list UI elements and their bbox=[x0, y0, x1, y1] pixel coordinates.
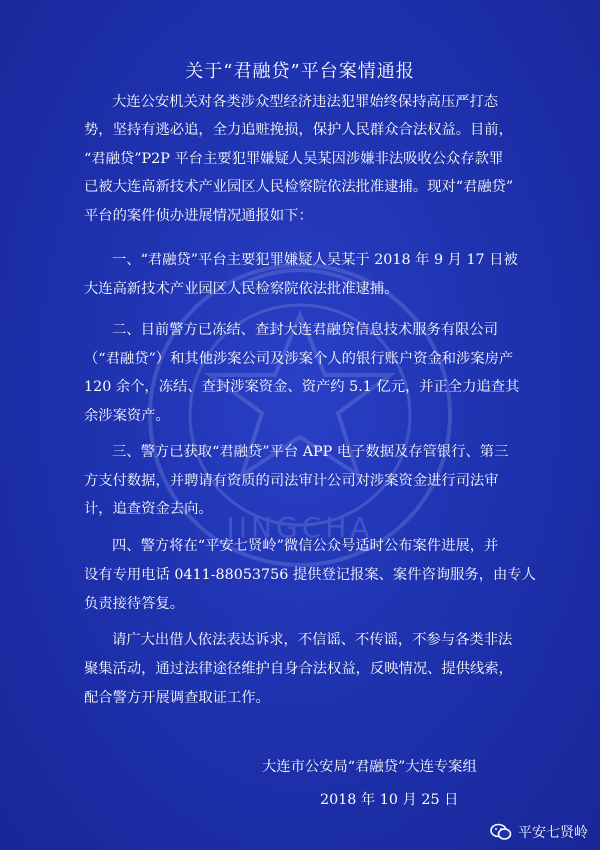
para1-line3: “君融贷”P2P 平台主要犯罪嫌疑人吴某因涉嫌非法吸收公众存款罪 bbox=[84, 151, 504, 167]
item4-line1: 四、警方将在“平安七贤岭”微信公众号适时公布案件进展，并 bbox=[112, 538, 499, 554]
watermark-label: 平安七贤岭 bbox=[518, 825, 588, 841]
item2-line1: 二、目前警方已冻结、查封大连君融贷信息技术服务有限公司 bbox=[112, 322, 499, 338]
item2-line4: 余涉案资产。 bbox=[84, 408, 170, 424]
emblem-text: JINGCHA bbox=[226, 511, 374, 544]
item1-line1: 一、“君融贷”平台主要犯罪嫌疑人吴某于 2018 年 9 月 17 日被 bbox=[112, 252, 518, 268]
item2-line2: （“君融贷”）和其他涉案公司及涉案个人的银行账户资金和涉案房产 bbox=[84, 351, 514, 367]
para1-line5: 平台的案件侦办进展情况通报如下： bbox=[84, 208, 313, 224]
appeal-line3: 配合警方开展调查取证工作。 bbox=[84, 690, 270, 706]
wechat-icon bbox=[490, 823, 512, 841]
appeal-line2: 聚集活动，通过法律途径维护自身合法权益，反映情况、提供线索， bbox=[84, 661, 513, 677]
item4-line3: 负责接待答复。 bbox=[84, 596, 185, 612]
item3-line1: 三、警方已获取“君融贷”平台 APP 电子数据及存管银行、第三 bbox=[112, 444, 509, 460]
item3-line3: 计，追查资金去向。 bbox=[84, 501, 213, 517]
para1-line1: 大连公安机关对各类涉众型经济违法犯罪始终保持高压严打态 bbox=[112, 94, 499, 110]
item1-line2: 大连高新技术产业园区人民检察院依法批准逮捕。 bbox=[84, 281, 399, 297]
issue-date: 2018 年 10 月 25 日 bbox=[320, 792, 459, 808]
item4-line2: 设有专用电话 0411-88053756 提供登记报案、案件咨询服务，由专人 bbox=[84, 567, 536, 583]
para1-line2: 势，坚持有逃必追，全力追赃挽损，保护人民群众合法权益。目前， bbox=[84, 122, 513, 138]
item3-line2: 方支付数据，并聘请有资质的司法审计公司对涉案资金进行司法审 bbox=[84, 473, 499, 489]
wechat-account-watermark bbox=[490, 822, 588, 842]
issuer-signature: 大连市公安局“君融贷”大连专案组 bbox=[262, 759, 477, 775]
item2-line3: 120 余个，冻结、查封涉案资金、资产约 5.1 亿元，并正全力追查其 bbox=[84, 379, 520, 395]
para1-line4: 已被大连高新技术产业园区人民检察院依法批准逮捕。现对“君融贷” bbox=[84, 179, 514, 195]
appeal-line1: 请广大出借人依法表达诉求，不信谣、不传谣，不参与各类非法 bbox=[112, 632, 513, 648]
notice-title: 关于“君融贷”平台案情通报 bbox=[185, 61, 415, 82]
